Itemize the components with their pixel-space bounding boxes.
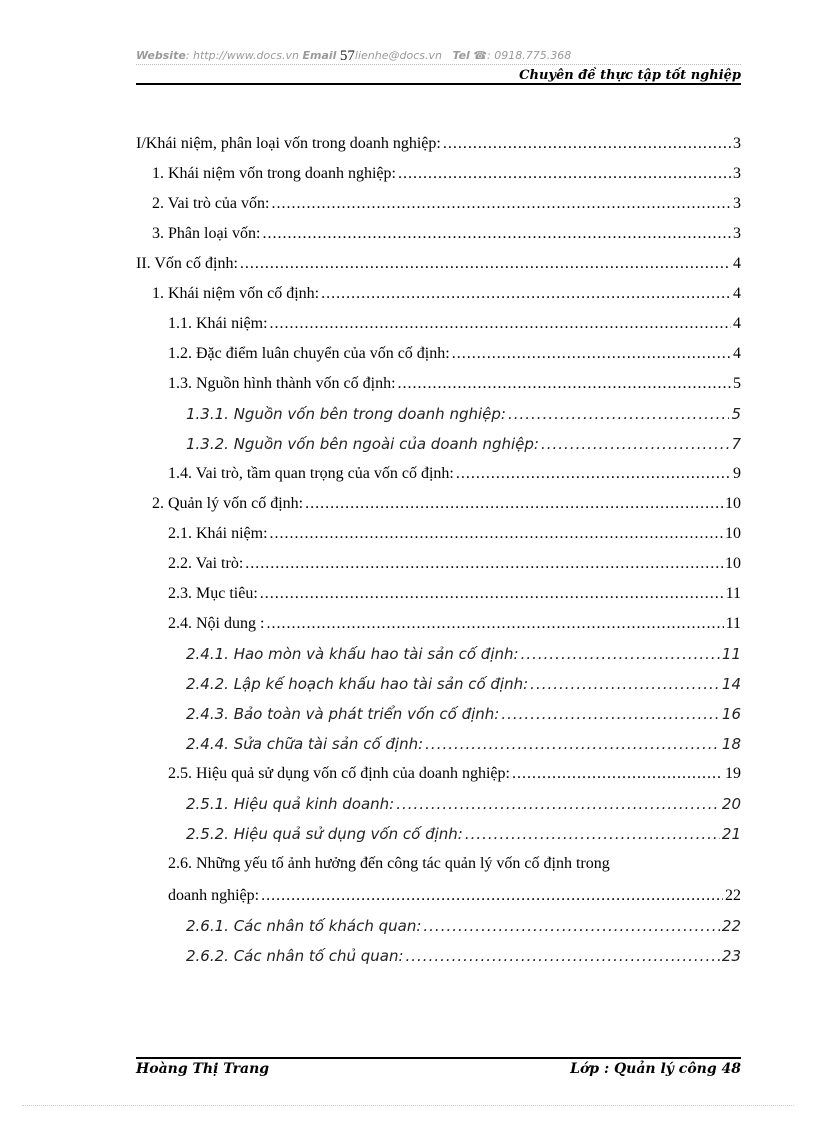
toc-entry-page: 14 <box>721 675 741 693</box>
toc-entry[interactable] <box>186 795 741 815</box>
toc-entry-page: 4 <box>733 345 741 362</box>
toc-entry-page: 10 <box>725 555 741 572</box>
toc-entry-text: 2.6. Những yếu tố ảnh hưởng đến công tác quản lý vốn cố định trong <box>168 855 610 872</box>
toc-entry[interactable] <box>168 585 741 605</box>
toc-leader <box>321 285 731 303</box>
toc-entry[interactable] <box>186 825 741 845</box>
toc-entry[interactable] <box>186 947 741 967</box>
toc-leader <box>465 825 720 843</box>
toc-entry-page: 3 <box>733 135 741 152</box>
toc-entry-text: 2. Quản lý vốn cố định: <box>152 495 304 512</box>
toc-leader <box>443 135 731 153</box>
toc-entry[interactable] <box>186 675 741 695</box>
toc-entry-page: 10 <box>725 495 741 512</box>
toc-leader <box>396 795 720 813</box>
toc-entry-text: II. Vốn cố định: <box>136 255 238 272</box>
toc-entry-page: 20 <box>721 795 741 813</box>
toc-entry-text: 2.6.1. Các nhân tố khách quan: <box>186 917 422 935</box>
website-label: Website <box>136 49 186 62</box>
toc-entry[interactable] <box>186 917 741 937</box>
toc-leader <box>261 887 723 905</box>
toc-entry-text: 2.4.1. Hao mòn và khấu hao tài sản cố định: <box>186 645 519 663</box>
toc-entry[interactable] <box>168 525 741 545</box>
toc-leader <box>398 375 731 393</box>
toc-entry-page: 3 <box>733 165 741 182</box>
toc-entry-text: 1.2. Đặc điểm luân chuyển của vốn cố định: <box>168 345 450 362</box>
website-value: : http://www.docs.vn <box>185 49 299 62</box>
toc-entry-text: 3. Phân loại vốn: <box>152 225 261 242</box>
toc-entry[interactable] <box>168 555 741 575</box>
footer-author: Hoàng Thị Trang <box>136 1061 270 1077</box>
toc-entry-text: 2.5. Hiệu quả sử dụng vốn cố định của doanh nghiệp: <box>168 765 510 782</box>
toc-entry[interactable] <box>186 645 741 665</box>
toc-entry-text: 2.4.3. Bảo toàn và phát triển vốn cố định: <box>186 705 500 723</box>
toc-leader <box>541 435 729 453</box>
toc-entry[interactable] <box>168 887 741 907</box>
toc-entry-text: 2.3. Mục tiêu: <box>168 585 258 602</box>
toc-leader <box>270 315 731 333</box>
toc-entry[interactable] <box>152 225 741 245</box>
toc-entry-page: 23 <box>721 947 741 965</box>
doc-title: Chuyên đề thực tập tốt nghiệp <box>519 68 741 83</box>
toc-entry-page: 11 <box>725 585 741 602</box>
page-number: 57 <box>339 48 355 64</box>
toc-entry-text: I/Khái niệm, phân loại vốn trong doanh nghiệp: <box>136 135 441 152</box>
toc-entry[interactable] <box>168 315 741 335</box>
toc-leader <box>271 195 731 213</box>
toc-entry-text: 2.4. Nội dung : <box>168 615 265 632</box>
toc-leader <box>266 615 723 633</box>
toc-entry[interactable] <box>168 615 741 635</box>
toc-leader <box>452 345 731 363</box>
toc-leader <box>530 675 720 693</box>
toc-entry-text: 1.3. Nguồn hình thành vốn cố định: <box>168 375 396 392</box>
toc-entry-text: 2.4.4. Sửa chữa tài sản cố định: <box>186 735 424 753</box>
toc-entry[interactable] <box>152 165 741 185</box>
toc-leader <box>270 525 723 543</box>
toc-entry-text: 1.1. Khái niệm: <box>168 315 268 332</box>
toc-entry-page: 4 <box>733 255 741 272</box>
toc-entry[interactable] <box>186 735 741 755</box>
bottom-dotted-rule <box>22 1105 794 1106</box>
toc-leader <box>240 255 731 273</box>
toc-entry[interactable] <box>186 435 741 455</box>
toc-leader <box>456 465 731 483</box>
toc-leader <box>262 225 731 243</box>
toc-entry-page: 9 <box>733 465 741 482</box>
toc-entry-text: 2.5.2. Hiệu quả sử dụng vốn cố định: <box>186 825 463 843</box>
toc-entry[interactable] <box>168 345 741 365</box>
toc-entry-text: 1.3.2. Nguồn vốn bên ngoài của doanh nghiệp: <box>186 435 539 453</box>
toc-entry[interactable] <box>186 705 741 725</box>
toc-entry-page: 11 <box>721 645 741 663</box>
toc-entry[interactable] <box>168 465 741 485</box>
toc-entry-page: 3 <box>733 195 741 212</box>
toc-entry[interactable] <box>152 195 741 215</box>
toc-entry-text: 1.4. Vai trò, tầm quan trọng của vốn cố định: <box>168 465 454 482</box>
toc-leader <box>425 735 720 753</box>
footer-rule <box>136 1057 741 1059</box>
toc-entry-page: 7 <box>731 435 741 453</box>
toc-entry[interactable] <box>152 285 741 305</box>
header-dotted-rule <box>136 64 741 65</box>
header-contact-line <box>136 47 741 64</box>
email-label: Email <box>302 49 337 62</box>
toc-entry-text: doanh nghiệp: <box>168 887 260 904</box>
toc-entry-page: 10 <box>725 525 741 542</box>
toc-leader <box>423 917 720 935</box>
toc-entry-text: 2.2. Vai trò: <box>168 555 244 572</box>
toc-entry-text: 2.4.2. Lập kế hoạch khấu hao tài sản cố định: <box>186 675 529 693</box>
toc-entry-page: 19 <box>725 765 741 782</box>
toc-leader <box>305 495 723 513</box>
toc-leader <box>398 165 731 183</box>
toc-entry-page: 11 <box>725 615 741 632</box>
toc-entry-page: 5 <box>731 405 741 423</box>
header-rule <box>136 83 741 85</box>
tel-value: : 0918.775.368 <box>487 49 572 62</box>
toc-leader <box>406 947 720 965</box>
toc-entry-text: 2.5.1. Hiệu quả kinh doanh: <box>186 795 395 813</box>
toc-entry-text: 2.6.2. Các nhân tố chủ quan: <box>186 947 404 965</box>
toc-entry-page: 18 <box>721 735 741 753</box>
toc-entry-page: 22 <box>721 917 741 935</box>
toc-entry-page: 22 <box>725 887 741 904</box>
toc-entry-page: 4 <box>733 315 741 332</box>
phone-icon: ☎ <box>473 49 488 62</box>
toc-entry[interactable] <box>168 855 741 875</box>
toc-entry[interactable] <box>152 495 741 515</box>
toc-entry-page: 16 <box>721 705 741 723</box>
toc-entry-page: 21 <box>721 825 741 843</box>
toc-leader <box>508 405 729 423</box>
toc-entry-text: 2. Vai trò của vốn: <box>152 195 270 212</box>
footer-class: Lớp : Quản lý công 48 <box>570 1061 741 1077</box>
email-value: lienhe@docs.vn <box>354 49 442 62</box>
toc-leader <box>260 585 724 603</box>
toc-entry[interactable] <box>168 375 741 395</box>
toc-entry-page: 5 <box>733 375 741 392</box>
toc-leader <box>501 705 720 723</box>
toc-entry-text: 1. Khái niệm vốn trong doanh nghiệp: <box>152 165 396 182</box>
toc-entry-page: 4 <box>733 285 741 302</box>
toc-entry[interactable] <box>186 405 741 425</box>
toc-entry-text: 1.3.1. Nguồn vốn bên trong doanh nghiệp: <box>186 405 506 423</box>
toc-entry-text: 2.1. Khái niệm: <box>168 525 268 542</box>
toc-entry[interactable] <box>136 255 741 275</box>
toc-leader <box>512 765 723 783</box>
toc-entry-text: 1. Khái niệm vốn cố định: <box>152 285 320 302</box>
toc-leader <box>245 555 723 573</box>
toc-entry[interactable] <box>136 135 741 155</box>
toc-entry[interactable] <box>168 765 741 785</box>
toc-leader <box>521 645 720 663</box>
toc-entry-page: 3 <box>733 225 741 242</box>
tel-label: Tel <box>452 49 470 62</box>
